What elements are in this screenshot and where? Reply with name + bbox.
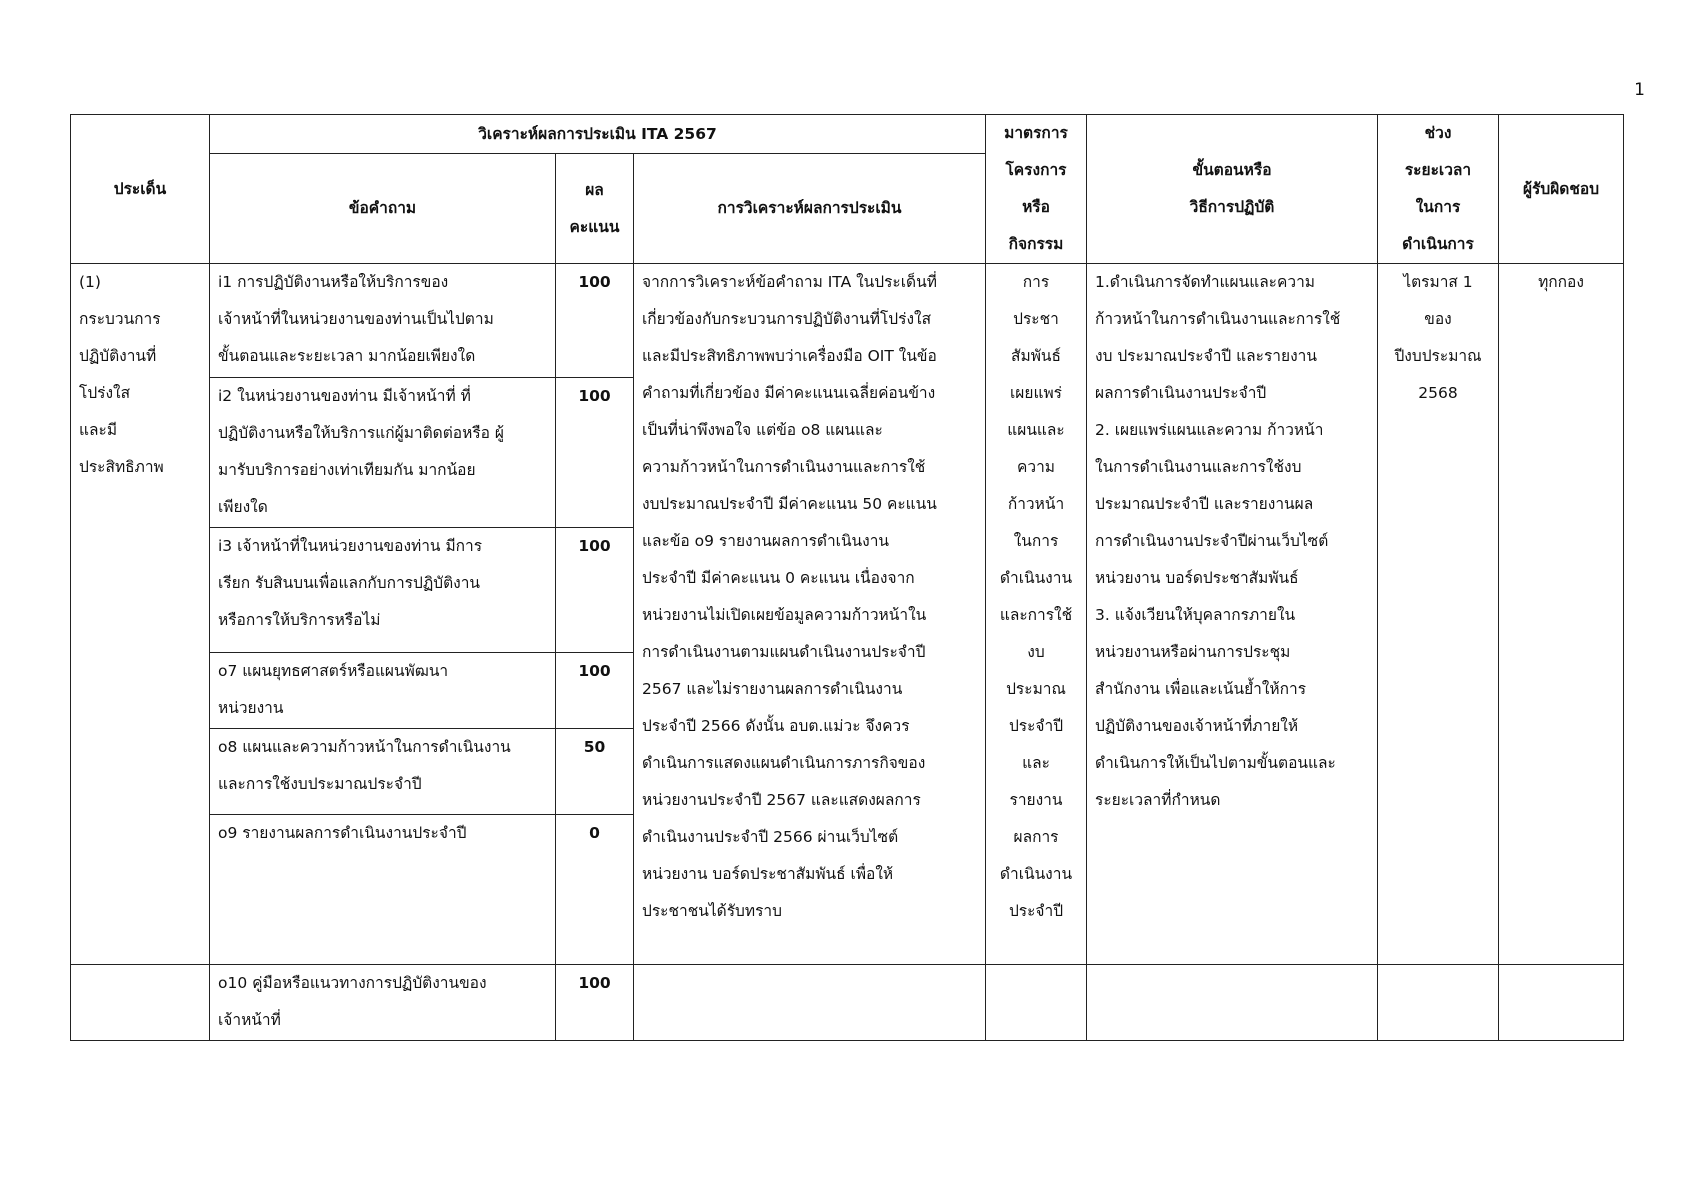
empty-cell: [71, 965, 210, 1041]
period-cell: ไตรมาส 1 ของ ปีงบประมาณ 2568: [1378, 264, 1499, 965]
procedure-cell: 1.ดำเนินการจัดทำแผนและความ ก้าวหน้าในการดำเนินงานและการใช้ งบ ประมาณประจำปี และรายงาน ผลการดำเนินงานประจำปี 2. เผยแพร่แผนและความ ก้าวหน้า ในการดำเนินงานและการใช้งบ ประมาณประจำปี และรายงานผล การดำเนินงานประจำปีผ่านเว็บไซต์ หน่วยงาน บอร์ดประชาสัมพันธ์ 3. แจ้งเวียนให้บุคลากรภายใน หน่วยงานหรือผ่านการประชุม สำนักงาน เพื่อและเน้นย้ำให้การ ปฏิบัติงานของเจ้าหน้าที่ภายให้ ดำเนินการให้เป็นไปตามขั้นตอนและ ระยะเวลาที่กำหนด: [1087, 264, 1378, 965]
empty-cell: [1378, 965, 1499, 1041]
score-cell: 100: [556, 264, 634, 378]
score-cell: 50: [556, 729, 634, 815]
question-cell: i3 เจ้าหน้าที่ในหน่วยงานของท่าน มีการ เรียก รับสินบนเพื่อแลกกับการปฏิบัติงาน หรือการให้บริการหรือไม่: [210, 528, 556, 653]
header-period: ช่วง ระยะเวลา ในการ ดำเนินการ: [1378, 115, 1499, 264]
question-cell: i1 การปฏิบัติงานหรือให้บริการของ เจ้าหน้าที่ในหน่วยงานของท่านเป็นไปตาม ขั้นตอนและระยะเวลา มากน้อยเพียงใด: [210, 264, 556, 378]
question-cell: o7 แผนยุทธศาสตร์หรือแผนพัฒนา หน่วยงาน: [210, 653, 556, 729]
score-cell: 0: [556, 815, 634, 965]
header-analysis-group: วิเคราะห์ผลการประเมิน ITA 2567: [210, 115, 986, 154]
score-cell: 100: [556, 528, 634, 653]
header-analysis: การวิเคราะห์ผลการประเมิน: [634, 154, 986, 264]
ita-analysis-table: [70, 114, 1624, 1041]
header-procedure: ขั้นตอนหรือ วิธีการปฏิบัติ: [1087, 115, 1378, 264]
responsible-cell: ทุกกอง: [1499, 264, 1624, 965]
question-cell: i2 ในหน่วยงานของท่าน มีเจ้าหน้าที่ ที่ ปฏิบัติงานหรือให้บริการแก่ผู้มาติดต่อหรือ ผู้ มารับบริการอย่างเท่าเทียมกัน มากน้อย เพียงใด: [210, 378, 556, 528]
measures-cell: การ ประชา สัมพันธ์ เผยแพร่ แผนและ ความ ก้าวหน้า ในการ ดำเนินงาน และการใช้ งบ ประมาณ ประจำปี และ รายงาน ผลการ ดำเนินงาน ประจำปี: [986, 264, 1087, 965]
header-question: ข้อคำถาม: [210, 154, 556, 264]
score-cell: 100: [556, 378, 634, 528]
issue-cell: (1) กระบวนการ ปฏิบัติงานที่ โปร่งใส และมี ประสิทธิภาพ: [71, 264, 210, 965]
score-cell: 100: [556, 653, 634, 729]
empty-cell: [986, 965, 1087, 1041]
question-cell: o9 รายงานผลการดำเนินงานประจำปี: [210, 815, 556, 965]
table-row: [71, 264, 1624, 378]
header-responsible: ผู้รับผิดชอบ: [1499, 115, 1624, 264]
header-measures: มาตรการ โครงการ หรือ กิจกรรม: [986, 115, 1087, 264]
empty-cell: [1087, 965, 1378, 1041]
header-issue: ประเด็น: [71, 115, 210, 264]
analysis-cell: จากการวิเคราะห์ข้อคำถาม ITA ในประเด็นที่ เกี่ยวข้องกับกระบวนการปฏิบัติงานที่โปร่งใส และมีประสิทธิภาพพบว่าเครื่องมือ OIT ในข้อ คำถามที่เกี่ยวข้อง มีค่าคะแนนเฉลี่ยค่อนข้าง เป็นที่น่าพึงพอใจ แต่ข้อ o8 แผนและ ความก้าวหน้าในการดำเนินงานและการใช้ งบประมาณประจำปี มีค่าคะแนน 50 คะแนน และข้อ o9 รายงานผลการดำเนินงาน ประจำปี มีค่าคะแนน 0 คะแนน เนื่องจาก หน่วยงานไม่เปิดเผยข้อมูลความก้าวหน้าใน การดำเนินงานตามแผนดำเนินงานประจำปี 2567 และไม่รายงานผลการดำเนินงาน ประจำปี 2566 ดังนั้น อบต.แม่วะ จึงควร ดำเนินการแสดงแผนดำเนินการภารกิจของ หน่วยงานประจำปี 2567 และแสดงผลการ ดำเนินงานประจำปี 2566 ผ่านเว็บไซต์ หน่วยงาน บอร์ดประชาสัมพันธ์ เพื่อให้ ประชาชนได้รับทราบ: [634, 264, 986, 965]
empty-cell: [1499, 965, 1624, 1041]
table-row: [71, 965, 1624, 1041]
header-score: ผล คะแนน: [556, 154, 634, 264]
page-number: 1: [1634, 80, 1645, 100]
question-cell: o8 แผนและความก้าวหน้าในการดำเนินงาน และการใช้งบประมาณประจำปี: [210, 729, 556, 815]
score-cell: 100: [556, 965, 634, 1041]
empty-cell: [634, 965, 986, 1041]
question-cell: o10 คู่มือหรือแนวทางการปฏิบัติงานของ เจ้าหน้าที่: [210, 965, 556, 1041]
